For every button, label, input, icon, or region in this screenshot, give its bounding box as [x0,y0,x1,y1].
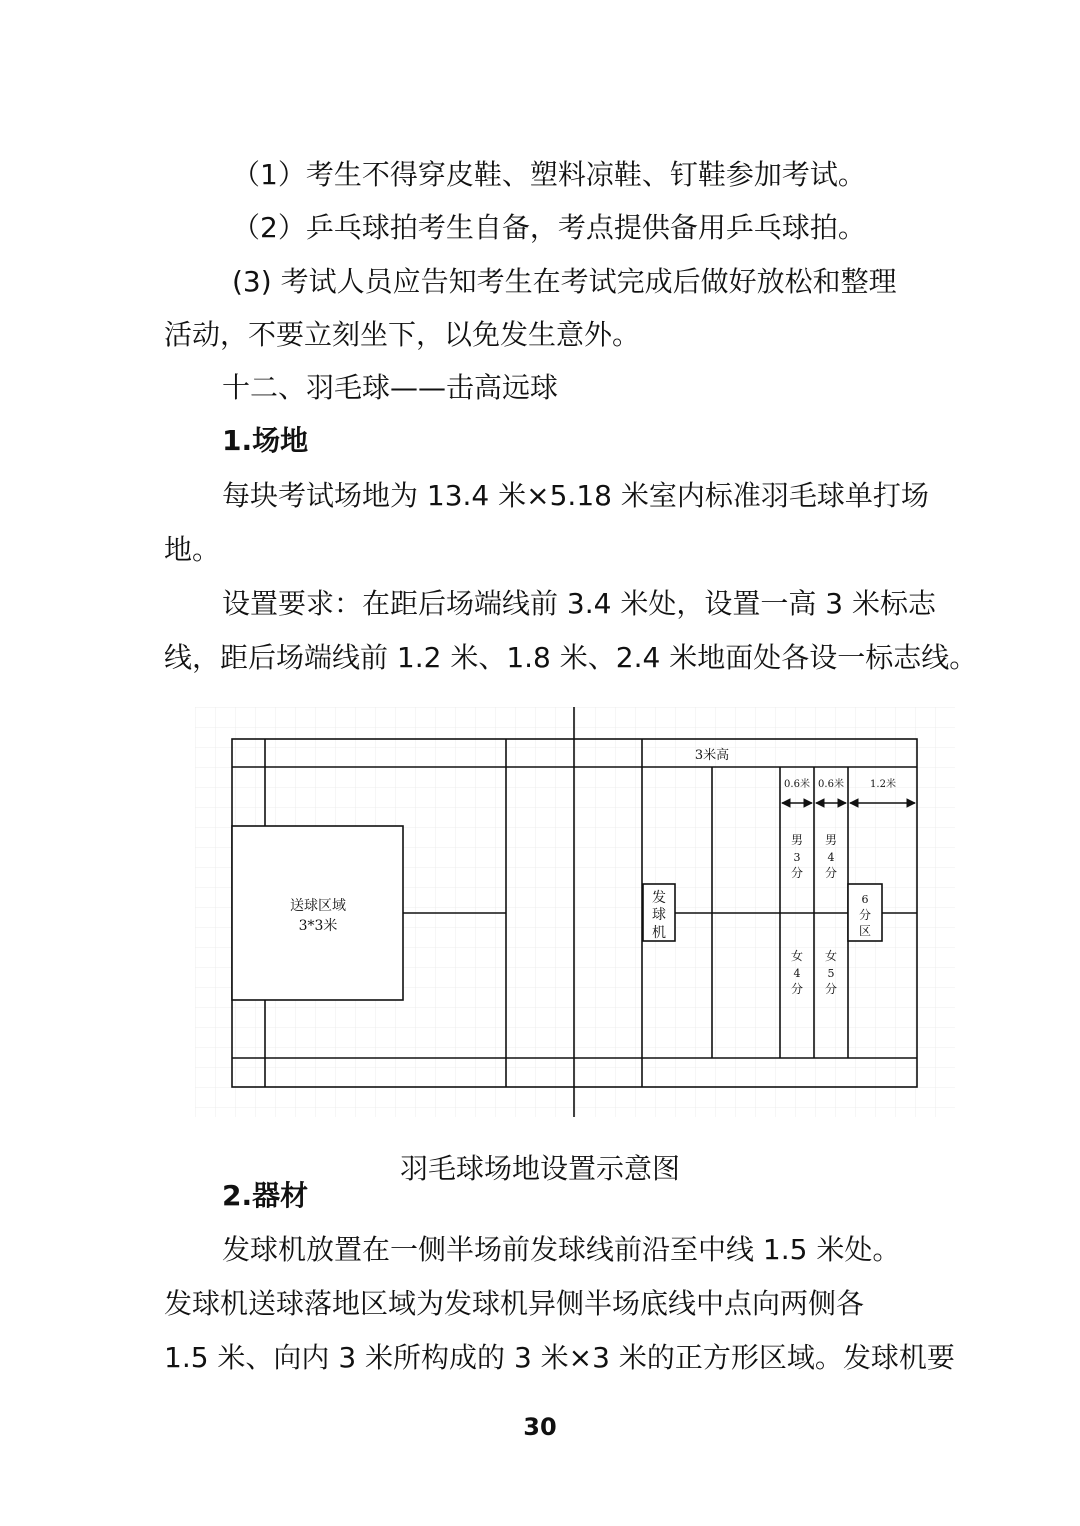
dim-label-3: 1.2米 [870,779,896,790]
female-4-char-1: 女 [790,949,804,963]
dim-label-1: 0.6米 [784,779,810,790]
male-4-char-1: 男 [824,833,838,847]
female-5-char-2: 5 [827,967,835,980]
figure-caption: 羽毛球场地设置示意图 [399,1152,680,1185]
male-4-char-2: 4 [827,851,835,864]
landing-zone-size: 3*3米 [298,918,338,934]
equipment-line-1: 发球机放置在一侧半场前发球线前沿至中线 1.5 米处。 [222,1233,901,1266]
setup-line-2: 线，距后场端线前 1.2 米、1.8 米、2.4 米地面处各设一标志线。 [164,641,978,674]
female-4-char-2: 4 [793,967,801,980]
rule-line-3-cont: 活动，不要立刻坐下，以免发生意外。 [164,318,641,351]
venue-line-2: 地。 [164,533,221,566]
court-diagram [195,707,955,1117]
female-5-char-1: 女 [824,949,838,963]
male-3-char-2: 3 [793,851,801,864]
heading-venue: 1.场地 [222,424,309,457]
equipment-line-3: 1.5 米、向内 3 米所构成的 3 米×3 米的正方形区域。发球机要 [164,1341,955,1374]
section-title: 十二、羽毛球——击高远球 [222,371,559,404]
male-3-char-3: 分 [790,866,804,880]
female-4-char-3: 分 [790,982,804,996]
female-5-char-3: 分 [824,982,838,996]
rule-line-3: (3) 考试人员应告知考生在考试完成后做好放松和整理 [232,265,897,298]
machine-char-3: 机 [652,925,666,941]
male-4-char-3: 分 [824,866,838,880]
page-number: 30 [523,1413,557,1441]
zone-6-char-1: 6 [861,893,869,906]
landing-zone-label: 送球区域 [290,898,346,914]
equipment-line-2: 发球机送球落地区域为发球机异侧半场底线中点向两侧各 [164,1287,865,1320]
setup-line-1: 设置要求：在距后场端线前 3.4 米处，设置一高 3 米标志 [222,587,936,620]
rule-line-1: （1）考生不得穿皮鞋、塑料凉鞋、钉鞋参加考试。 [232,158,866,191]
machine-char-2: 球 [652,907,666,923]
height-label: 3米高 [694,748,730,763]
venue-line-1: 每块考试场地为 13.4 米×5.18 米室内标准羽毛球单打场 [222,479,929,512]
dim-label-2: 0.6米 [818,779,844,790]
rule-line-2: （2）乒乓球拍考生自备，考点提供备用乒乓球拍。 [232,211,866,244]
male-3-char-1: 男 [790,833,804,847]
zone-6-char-2: 分 [858,908,872,922]
heading-equipment: 2.器材 [222,1179,309,1212]
machine-char-1: 发 [652,890,666,906]
zone-6-char-3: 区 [858,924,872,938]
